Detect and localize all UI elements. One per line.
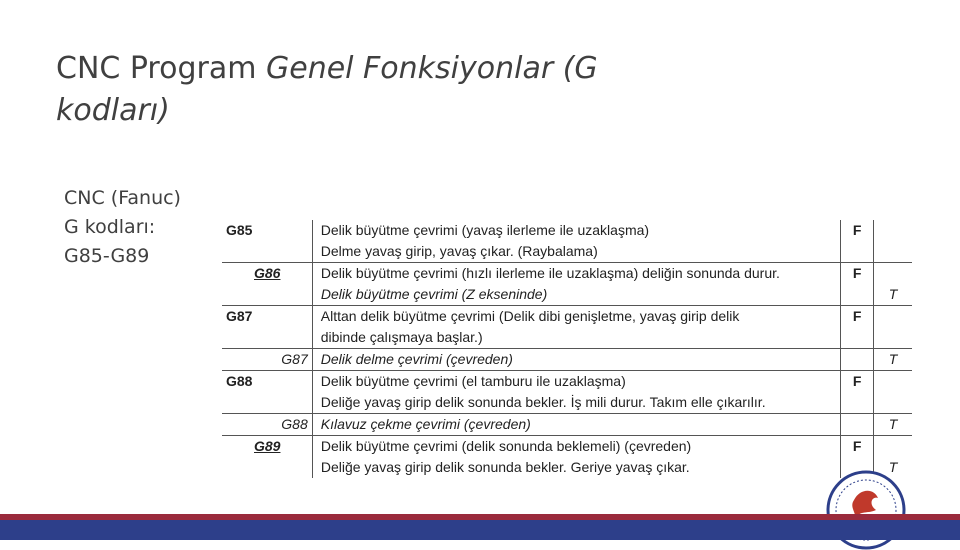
- table-row: [222, 348, 912, 370]
- f-mark: F: [852, 222, 862, 238]
- description-cell: [312, 371, 840, 413]
- t-mark: [874, 371, 912, 392]
- description-line: dibinde çalışmaya başlar.): [320, 329, 483, 345]
- f-cell: [840, 371, 873, 413]
- t-mark: [874, 263, 912, 284]
- description-line: Delik büyütme çevrimi (delik sonunda beklemeli) (çevreden): [320, 438, 692, 454]
- table-row: [222, 220, 912, 262]
- description-line: Delik büyütme çevrimi (hızlı ilerleme ile uzaklaşma) deliğin sonunda durur.: [320, 265, 780, 281]
- t-cell: [873, 306, 912, 348]
- f-cell: [840, 414, 873, 435]
- description-cell: [312, 306, 840, 348]
- description-line: Delik büyütme çevrimi (Z ekseninde): [320, 286, 548, 302]
- title-part2: Genel Fonksiyonlar (G kodları): [56, 51, 598, 128]
- description-cell: [312, 414, 840, 435]
- t-mark: [874, 306, 912, 327]
- description-cell: [312, 220, 840, 262]
- t-mark: [874, 392, 912, 413]
- table-row: [222, 435, 912, 478]
- side-line-3: G85-G89: [64, 245, 150, 267]
- t-cell: [873, 349, 912, 370]
- description-line: Alttan delik büyütme çevrimi (Delik dibi genişletme, yavaş girip delik: [320, 308, 740, 324]
- side-text: [64, 184, 214, 271]
- description-cell: [312, 349, 840, 370]
- t-mark: [874, 220, 912, 241]
- t-cell: [873, 220, 912, 262]
- t-mark: [874, 241, 912, 262]
- t-cell: [873, 414, 912, 435]
- g-code-cell: G88: [226, 373, 253, 389]
- table-row: [222, 305, 912, 348]
- table-row: [222, 370, 912, 413]
- g-code-cell: G89: [254, 438, 281, 454]
- f-mark: [841, 241, 873, 262]
- t-mark: [874, 436, 912, 457]
- description-line: Deliğe yavaş girip delik sonunda bekler. İş mili durur. Takım elle çıkarılır.: [320, 394, 766, 410]
- description-line: Kılavuz çekme çevrimi (çevreden): [320, 416, 531, 432]
- title-part1: CNC Program: [56, 51, 266, 86]
- t-mark: T: [888, 416, 898, 432]
- t-mark: [874, 327, 912, 348]
- f-mark: F: [852, 308, 862, 324]
- f-cell: [840, 220, 873, 262]
- description-line: Delik delme çevrimi (çevreden): [320, 351, 513, 367]
- f-mark: [841, 349, 873, 370]
- table-row: [222, 413, 912, 435]
- f-cell: [840, 306, 873, 348]
- description-cell: [312, 263, 840, 305]
- description-line: Delik büyütme çevrimi (el tamburu ile uzaklaşma): [320, 373, 626, 389]
- side-line-1: CNC (Fanuc): [64, 187, 181, 209]
- description-cell: [312, 436, 840, 478]
- g-code-cell: G86: [254, 265, 281, 281]
- t-mark: T: [888, 351, 898, 367]
- t-mark: T: [888, 286, 898, 302]
- f-mark: [841, 284, 873, 305]
- f-mark: F: [852, 265, 862, 281]
- f-mark: [841, 327, 873, 348]
- g-code-table: [222, 220, 912, 478]
- footer-bar-blue: [0, 520, 960, 540]
- f-mark: F: [852, 373, 862, 389]
- g-code-cell: G87: [226, 308, 253, 324]
- description-line: Deliğe yavaş girip delik sonunda bekler. Geriye yavaş çıkar.: [320, 459, 690, 475]
- t-mark: T: [888, 459, 898, 475]
- f-mark: F: [852, 438, 862, 454]
- g-code-cell: G87: [281, 351, 308, 367]
- t-cell: [873, 371, 912, 413]
- f-cell: [840, 263, 873, 305]
- slide-title: [56, 48, 696, 132]
- side-line-2: G kodları:: [64, 216, 156, 238]
- f-cell: [840, 349, 873, 370]
- f-mark: [841, 392, 873, 413]
- description-line: Delme yavaş girip, yavaş çıkar. (Raybalama): [320, 243, 598, 259]
- g-code-cell: G88: [281, 416, 308, 432]
- description-line: Delik büyütme çevrimi (yavaş ilerleme ile uzaklaşma): [320, 222, 650, 238]
- f-mark: [841, 414, 873, 435]
- table-row: [222, 262, 912, 305]
- t-cell: [873, 263, 912, 305]
- g-code-cell: G85: [226, 222, 253, 238]
